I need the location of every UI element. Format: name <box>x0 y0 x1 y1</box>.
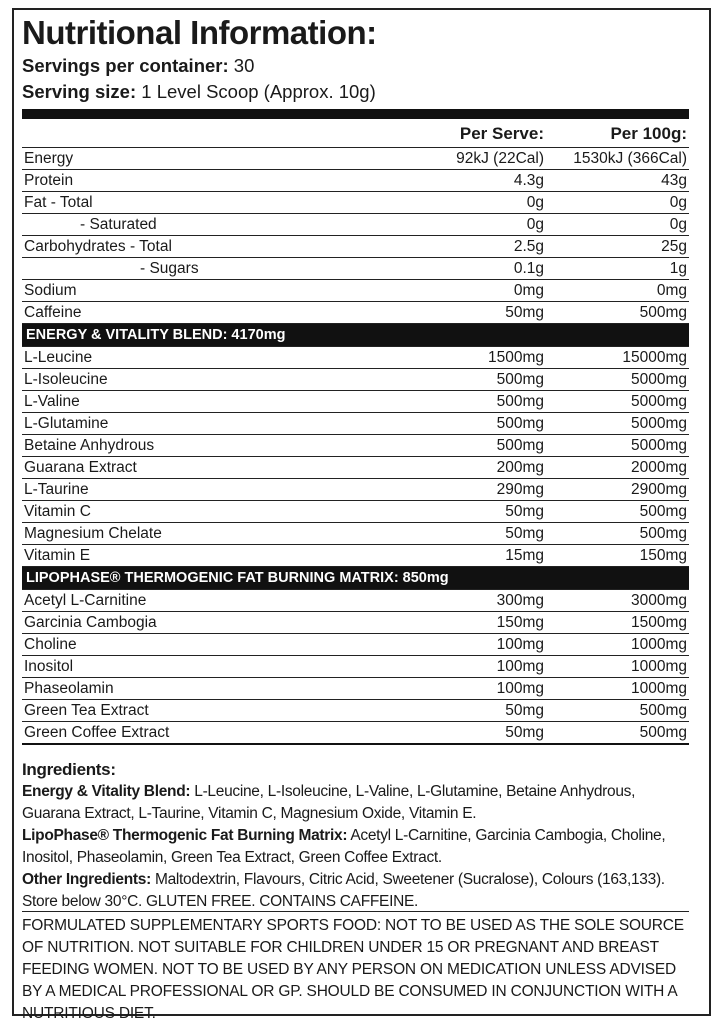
per-100g-value: 500mg <box>546 501 689 523</box>
per-100g-value: 1530kJ (366Cal) <box>546 148 689 170</box>
per-100g-value: 500mg <box>546 523 689 545</box>
per-100g-value: 1000mg <box>546 678 689 700</box>
table-row <box>22 590 689 612</box>
per-serve-value: 0g <box>357 214 546 236</box>
table-row <box>22 369 689 391</box>
blend-ingredients <box>22 781 692 825</box>
serving-size-label: Serving size: <box>22 81 137 102</box>
warning-text: FORMULATED SUPPLEMENTARY SPORTS FOOD: NOT TO BE USED AS THE SOLE SOURCE OF NUTRITION. NOT SUITABLE FOR CHILDREN UNDER 15 OR PREGNANT AND BREAST FEEDING WOMEN. NOT TO BE USED BY ANY PERSON ON MEDICATION UNLESS ADVISED BY A MEDICAL PROFESSIONAL OR GP. SHOULD BE CONSUMED IN CONJUNCTION WITH A NUTRITIOUS DIET. <box>22 917 684 1022</box>
per-100g-value: 1500mg <box>546 612 689 634</box>
other-ingredients-text: Maltodextrin, Flavours, Citric Acid, Sweetener (Sucralose), Colours (163,133). Store below 30°C. GLUTEN FREE. CONTAINS CAFFEINE. <box>22 871 665 910</box>
header-per-100g: Per 100g: <box>546 120 689 148</box>
per-100g-value: 500mg <box>546 302 689 324</box>
per-serve-value: 500mg <box>357 391 546 413</box>
table-row <box>22 457 689 479</box>
per-100g-value: 2900mg <box>546 479 689 501</box>
nutrient-name: Sodium <box>22 280 357 302</box>
header-blank <box>22 120 357 148</box>
per-serve-value: 100mg <box>357 634 546 656</box>
table-row <box>22 678 689 700</box>
nutrient-name: Caffeine <box>22 302 357 324</box>
nutrient-name: Protein <box>22 170 357 192</box>
per-100g-value: 150mg <box>546 545 689 567</box>
nutrient-name: L-Leucine <box>22 347 357 369</box>
blend-ingredients-label: Energy & Vitality Blend: <box>22 783 191 800</box>
table-row <box>22 612 689 634</box>
per-100g-value: 25g <box>546 236 689 258</box>
nutrient-name: L-Valine <box>22 391 357 413</box>
per-serve-value: 150mg <box>357 612 546 634</box>
per-serve-value: 100mg <box>357 678 546 700</box>
serving-size-line <box>22 81 376 103</box>
servings-value: 30 <box>233 55 255 76</box>
per-serve-value: 50mg <box>357 523 546 545</box>
table-row <box>22 148 689 170</box>
per-100g-value: 1g <box>546 258 689 280</box>
table-row <box>22 258 689 280</box>
per-serve-value: 500mg <box>357 413 546 435</box>
nutrient-name: - Saturated <box>22 214 357 236</box>
per-100g-value: 5000mg <box>546 435 689 457</box>
per-100g-value: 5000mg <box>546 413 689 435</box>
per-serve-value: 500mg <box>357 369 546 391</box>
table-row <box>22 435 689 457</box>
table-row <box>22 214 689 236</box>
table-row <box>22 236 689 258</box>
table-row <box>22 634 689 656</box>
nutrient-name: L-Isoleucine <box>22 369 357 391</box>
nutrition-table <box>22 120 689 745</box>
table-row <box>22 170 689 192</box>
per-serve-value: 200mg <box>357 457 546 479</box>
serving-size-value: 1 Level Scoop (Approx. 10g) <box>141 81 376 102</box>
nutrient-name: Betaine Anhydrous <box>22 435 357 457</box>
per-100g-value: 43g <box>546 170 689 192</box>
divider <box>22 911 689 912</box>
per-100g-value: 0g <box>546 214 689 236</box>
table-row <box>22 545 689 567</box>
per-100g-value: 5000mg <box>546 369 689 391</box>
per-serve-value: 500mg <box>357 435 546 457</box>
table-header-row <box>22 120 689 148</box>
per-100g-value: 0g <box>546 192 689 214</box>
header-bar <box>22 109 689 119</box>
per-100g-value: 15000mg <box>546 347 689 369</box>
nutrient-name: Magnesium Chelate <box>22 523 357 545</box>
table-row <box>22 700 689 722</box>
per-100g-value: 3000mg <box>546 590 689 612</box>
other-ingredients-label: Other Ingredients: <box>22 871 151 888</box>
table-row <box>22 192 689 214</box>
servings-line <box>22 55 254 77</box>
nutrient-name: Carbohydrates - Total <box>22 236 357 258</box>
nutrient-name: Acetyl L-Carnitine <box>22 590 357 612</box>
table-row <box>22 391 689 413</box>
matrix-ingredients-label: LipoPhase® Thermogenic Fat Burning Matrix: <box>22 827 348 844</box>
per-100g-value: 2000mg <box>546 457 689 479</box>
table-row <box>22 656 689 678</box>
table-row <box>22 523 689 545</box>
table-row <box>22 347 689 369</box>
nutrient-name: Fat - Total <box>22 192 357 214</box>
nutrient-name: Vitamin C <box>22 501 357 523</box>
per-100g-value: 0mg <box>546 280 689 302</box>
per-serve-value: 0.1g <box>357 258 546 280</box>
table-body <box>22 148 689 745</box>
per-serve-value: 2.5g <box>357 236 546 258</box>
table-row <box>22 302 689 324</box>
nutrient-name: Green Tea Extract <box>22 700 357 722</box>
per-serve-value: 92kJ (22Cal) <box>357 148 546 170</box>
per-serve-value: 50mg <box>357 700 546 722</box>
energy-vitality-blend-header-title: ENERGY & VITALITY BLEND: 4170mg <box>22 324 689 347</box>
per-serve-value: 290mg <box>357 479 546 501</box>
other-ingredients <box>22 869 692 913</box>
table-row <box>22 722 689 745</box>
nutrient-name: L-Taurine <box>22 479 357 501</box>
nutrient-name: Green Coffee Extract <box>22 722 357 745</box>
nutrient-name: Phaseolamin <box>22 678 357 700</box>
table-row <box>22 501 689 523</box>
per-serve-value: 50mg <box>357 722 546 745</box>
blend-ingredients-text: L-Leucine, L-Isoleucine, L-Valine, L-Glutamine, Betaine Anhydrous, Guarana Extract, L-Taurine, Vitamin C, Magnesium Oxide, Vitamin E. <box>22 783 636 822</box>
ingredients-section <box>22 759 692 913</box>
nutrient-name: Inositol <box>22 656 357 678</box>
nutrient-name: - Sugars <box>22 258 357 280</box>
per-serve-value: 15mg <box>357 545 546 567</box>
matrix-ingredients-text: Acetyl L-Carnitine, Garcinia Cambogia, Choline, Inositol, Phaseolamin, Green Tea Extract, Green Coffee Extract. <box>22 827 666 866</box>
per-100g-value: 1000mg <box>546 656 689 678</box>
per-serve-value: 100mg <box>357 656 546 678</box>
table-row <box>22 280 689 302</box>
nutrient-name: Energy <box>22 148 357 170</box>
per-serve-value: 1500mg <box>357 347 546 369</box>
per-serve-value: 50mg <box>357 501 546 523</box>
nutrient-name: Garcinia Cambogia <box>22 612 357 634</box>
table-row <box>22 413 689 435</box>
servings-label: Servings per container: <box>22 55 229 76</box>
per-100g-value: 5000mg <box>546 391 689 413</box>
lipophase-matrix-header <box>22 567 689 590</box>
ingredients-heading: Ingredients: <box>22 760 116 779</box>
matrix-ingredients <box>22 825 692 869</box>
nutrient-name: L-Glutamine <box>22 413 357 435</box>
header-per-serve: Per Serve: <box>357 120 546 148</box>
per-100g-value: 500mg <box>546 700 689 722</box>
page-title: Nutritional Information: <box>22 14 377 51</box>
per-100g-value: 500mg <box>546 722 689 745</box>
lipophase-matrix-header-title: LIPOPHASE® THERMOGENIC FAT BURNING MATRIX: 850mg <box>22 567 689 590</box>
per-serve-value: 4.3g <box>357 170 546 192</box>
per-serve-value: 0mg <box>357 280 546 302</box>
nutrient-name: Vitamin E <box>22 545 357 567</box>
nutrient-name: Guarana Extract <box>22 457 357 479</box>
energy-vitality-blend-header <box>22 324 689 347</box>
per-serve-value: 300mg <box>357 590 546 612</box>
nutrient-name: Choline <box>22 634 357 656</box>
table-row <box>22 479 689 501</box>
per-serve-value: 50mg <box>357 302 546 324</box>
per-100g-value: 1000mg <box>546 634 689 656</box>
per-serve-value: 0g <box>357 192 546 214</box>
